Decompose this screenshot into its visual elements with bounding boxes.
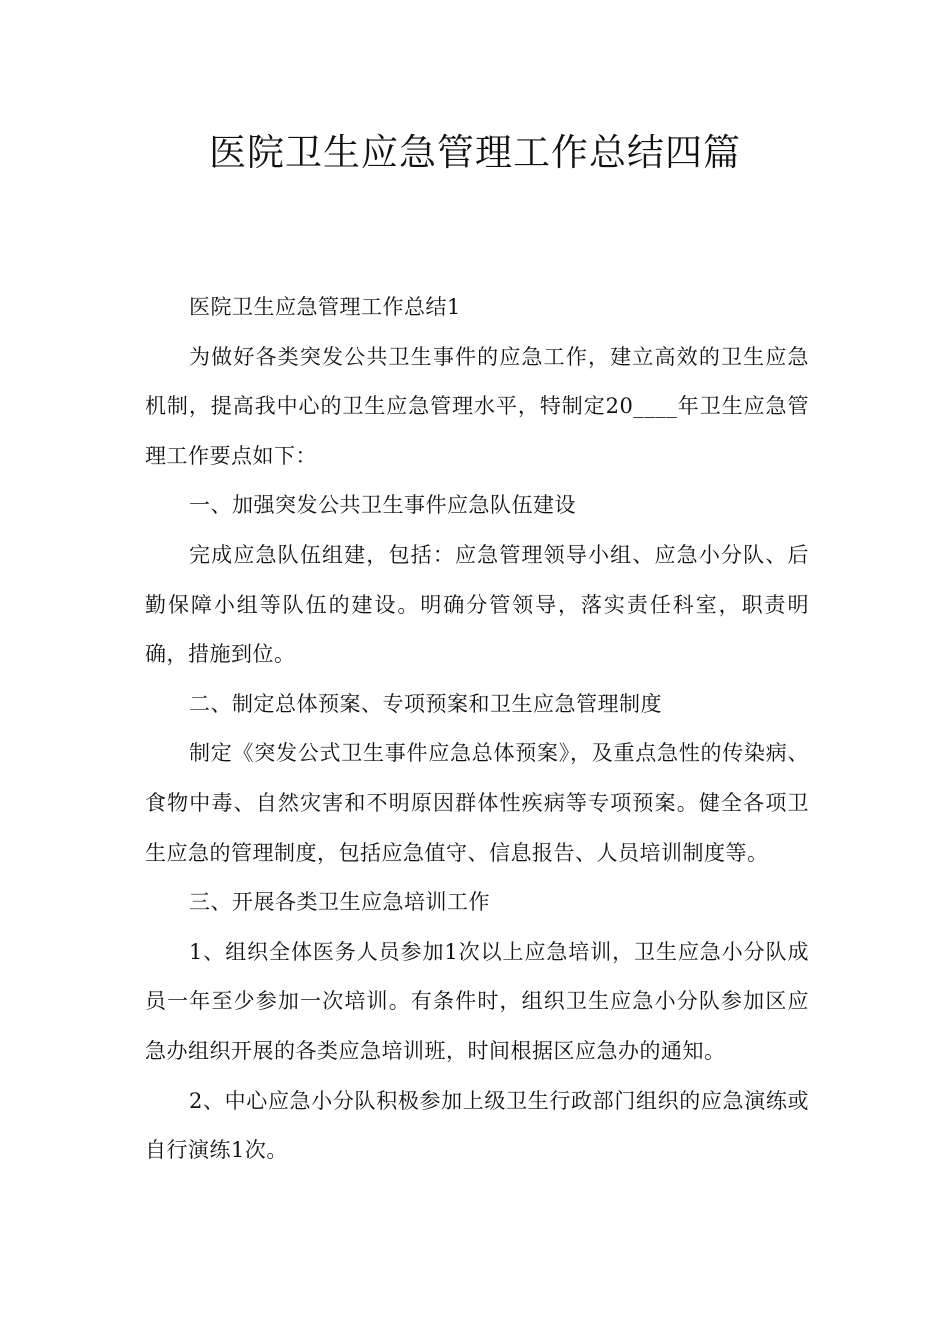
section-heading: 一、加强突发公共卫生事件应急队伍建设: [189, 493, 576, 518]
body-paragraph: 制定《突发公式卫生事件应急总体预案》，及重点急性的传染病、食物中毒、自然灾害和不明原因群体性疾病等专项预案。健全各项卫生应急的管理制度，包括应急值守、信息报告、人员培训制度等。: [145, 741, 809, 865]
body-paragraph: 2、中心应急小分队积极参加上级卫生行政部门组织的应急演练或自行演练1次。: [145, 1088, 809, 1163]
section-heading: 二、制定总体预案、专项预案和卫生应急管理制度: [189, 691, 662, 716]
document-title: 医院卫生应急管理工作总结四篇: [209, 131, 741, 174]
document-body: [145, 283, 809, 1176]
body-paragraph: 1、组织全体医务人员参加1次以上应急培训，卫生应急小分队成员一年至少参加一次培训。有条件时，组织卫生应急小分队参加区应急办组织开展的各类应急培训班，时间根据区应急办的通知。: [145, 939, 809, 1063]
section-heading: 医院卫生应急管理工作总结1: [189, 295, 461, 319]
body-paragraph: 为做好各类突发公共卫生事件的应急工作，建立高效的卫生应急机制，提高我中心的卫生应急管理水平，特制定20____年卫生应急管理工作要点如下：: [145, 344, 809, 468]
body-paragraph: 完成应急队伍组建，包括：应急管理领导小组、应急小分队、后勤保障小组等队伍的建设。明确分管领导，落实责任科室，职责明确，措施到位。: [145, 542, 809, 667]
section-heading: 三、开展各类卫生应急培训工作: [189, 890, 490, 915]
